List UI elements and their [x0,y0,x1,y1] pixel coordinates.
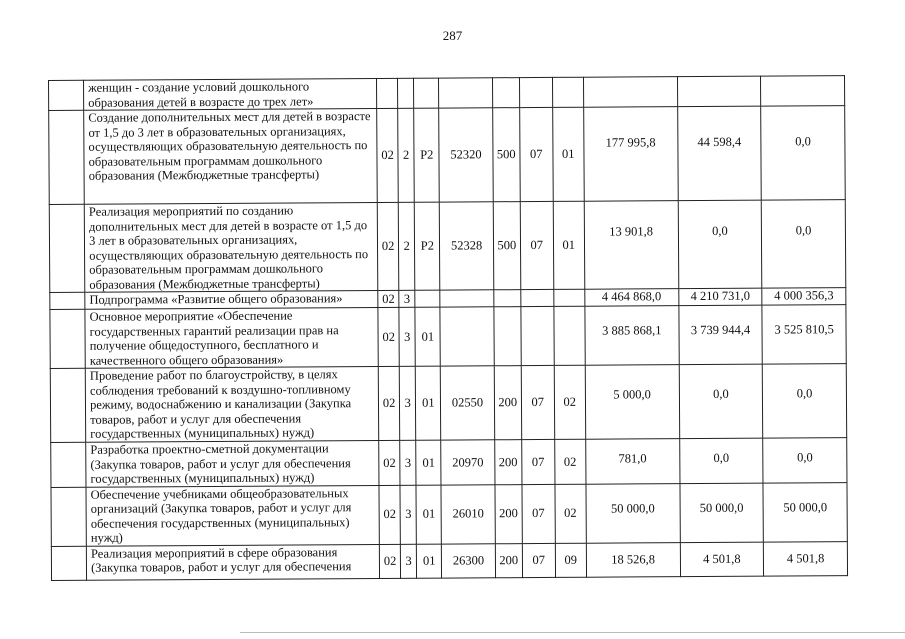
cell-pr [554,289,585,306]
cell-y3: 50 000,0 [763,482,847,542]
row-number-cell [49,110,85,204]
cell-rz: 07 [522,484,555,543]
cell-y2 [677,76,761,107]
cell-pp: 2 [398,108,415,202]
table-row [49,76,845,111]
cell-pr: 02 [554,439,585,484]
cell-pp: 3 [400,544,417,578]
cell-vr [494,290,521,307]
bottom-scan-line [240,632,905,633]
cell-y2: 0,0 [679,364,763,439]
cell-vr: 500 [493,108,520,202]
cell-gp: 02 [378,307,399,366]
row-name-cell: женщин - создание условий дошкольного образования детей в возрасте до трех лет» [84,78,377,110]
cell-pr [554,306,585,365]
table-row [50,364,846,443]
cell-rz: 07 [522,543,555,577]
row-name-cell: Реализация мероприятий по созданию дополнительных мест для детей в возрасте от 1,5 до 3 лет в образовательных организациях, осуществляющих образовательную деятельность по образовательным программам дошкольного образования (Межбюджетные трансферты) [84,202,378,292]
table-wrapper [48,75,848,580]
cell-pr [552,77,583,107]
cell-pr: 01 [553,201,585,289]
cell-rz [521,306,554,365]
cell-y1: 13 901,8 [584,201,678,290]
row-number-cell [50,368,86,442]
cell-y1: 781,0 [585,439,679,484]
cell-y3 [761,76,845,107]
cell-y1: 4 464 868,0 [585,289,679,307]
cell-gp: 02 [378,202,399,290]
cell-om: 01 [416,366,441,440]
cell-y3: 0,0 [762,200,846,289]
cell-pr: 02 [554,365,585,439]
cell-y3: 4 501,8 [764,541,848,576]
cell-y3: 4 000 356,3 [762,288,846,306]
cell-pp [397,78,414,108]
table-row [51,438,847,487]
cell-pr: 09 [555,543,586,577]
cell-rz [521,289,554,306]
cell-rz: 07 [520,201,554,289]
row-number-cell [51,487,86,546]
cell-dir: 26010 [441,484,495,543]
table-row [51,541,847,580]
cell-vr [494,307,521,366]
cell-gp: 02 [380,544,401,578]
cell-vr: 200 [495,440,522,485]
cell-pr: 02 [555,484,586,543]
cell-gp: 02 [378,290,399,307]
table-row [49,200,846,293]
cell-om [415,290,440,307]
cell-om: P2 [415,202,440,290]
cell-dir: 26300 [442,543,496,577]
cell-pp: 2 [398,202,415,290]
budget-table [48,75,848,580]
cell-gp: 02 [379,440,400,485]
cell-dir: 20970 [441,440,495,485]
cell-gp: 02 [379,485,400,544]
cell-y1: 177 995,8 [583,107,678,202]
cell-y1: 3 885 868,1 [585,306,679,366]
cell-y2: 44 598,4 [677,106,761,201]
row-name-cell: Разработка проектно-сметной документации (Закупка товаров, работ и услуг для обеспечения государственных (муниципальных) нужд) [86,440,379,486]
cell-y2: 4 210 731,0 [678,288,762,306]
cell-y2: 3 739 944,4 [679,305,763,365]
row-number-cell [50,292,85,309]
cell-dir [440,290,494,307]
row-name-cell: Подпрограмма «Развитие общего образования» [85,290,378,309]
row-number-cell [50,309,85,368]
cell-pp: 3 [400,440,417,485]
cell-om: 01 [416,485,441,544]
cell-y3: 3 525 810,5 [762,305,846,365]
cell-pp: 3 [399,366,416,440]
cell-dir: 02550 [440,366,494,440]
row-name-cell: Основное мероприятие «Обеспечение государственных гарантий реализации прав на получение общедоступного, бесплатного и качественного общего образования» [85,307,379,368]
cell-y2: 50 000,0 [680,483,764,543]
cell-y2: 0,0 [679,438,763,483]
cell-y1: 18 526,8 [586,542,680,577]
cell-dir [440,307,494,366]
cell-vr: 200 [495,543,522,577]
row-number-cell [49,80,84,110]
row-name-cell: Обеспечение учебниками общеобразовательных организаций (Закупка товаров, работ и услуг для обеспечения государственных (муниципальных) нужд) [86,485,380,546]
cell-dir: 52320 [439,108,493,202]
cell-vr: 200 [495,484,522,543]
cell-dir: 52328 [439,202,493,290]
row-name-cell: Реализация мероприятий в сфере образования (Закупка товаров, работ и услуг для обеспечения [86,544,379,580]
cell-y3: 0,0 [763,364,847,439]
cell-gp: 02 [379,366,400,440]
cell-rz: 07 [521,365,554,439]
cell-y3: 0,0 [763,438,847,483]
cell-y3: 0,0 [761,106,845,201]
row-name-cell: Создание дополнительных мест для детей в возрасте от 1,5 до 3 лет в образовательных организациях, осуществляющих образовательную деятельность по образовательным программам дошкольного образования (Межбюджетные трансферты) [84,108,378,204]
cell-y1: 5 000,0 [585,365,679,440]
cell-dir [439,78,493,108]
cell-om: P2 [414,108,439,202]
cell-y2: 0,0 [678,200,762,289]
table-row [50,305,846,369]
cell-y1: 50 000,0 [586,483,680,543]
page-number: 287 [442,28,463,43]
row-name-cell: Проведение работ по благоустройству, в целях соблюдения требований к воздушно-топливному режиму, водоснабжению и канализации (Закупка товаров, работ и услуг для обеспечения государственных (муниципальных) нужд) [85,366,379,442]
table-row [49,106,846,205]
cell-y2: 4 501,8 [680,542,764,577]
cell-om: 01 [416,440,441,485]
cell-rz [519,77,552,107]
cell-pr: 01 [552,107,584,201]
cell-gp [377,78,398,108]
cell-om: 01 [415,307,440,366]
cell-pp: 3 [400,485,417,544]
row-number-cell [51,546,86,580]
cell-rz: 07 [521,439,554,484]
cell-om [414,78,439,108]
cell-vr [492,78,519,108]
cell-vr: 500 [493,202,520,290]
cell-rz: 07 [519,107,553,201]
cell-y1 [583,77,677,108]
row-number-cell [51,442,86,487]
table-body [49,76,848,580]
cell-pp: 3 [399,307,416,366]
row-number-cell [49,204,85,292]
cell-gp: 02 [377,108,398,202]
cell-om: 01 [417,544,442,578]
cell-vr: 200 [494,366,521,440]
table-row [51,482,847,546]
cell-pp: 3 [399,290,416,307]
